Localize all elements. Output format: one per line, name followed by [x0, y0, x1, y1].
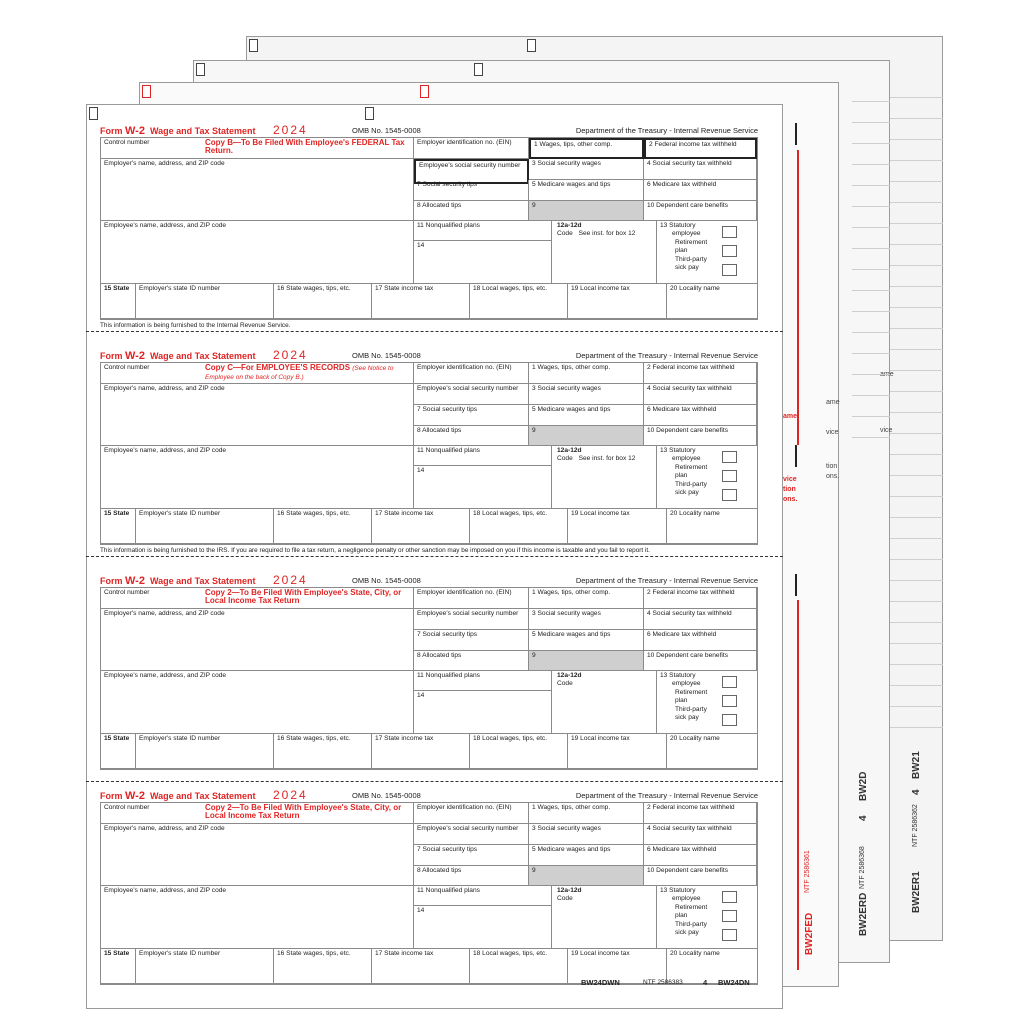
third-party-sick-pay-checkbox[interactable]	[722, 489, 737, 501]
ruled-line	[887, 685, 943, 686]
form-year: 2024	[273, 348, 308, 362]
box-13-checkboxes	[657, 446, 757, 509]
box-16-state-wages[interactable]: 16 State wages, tips, etc.	[274, 949, 372, 984]
copy-title: Copy B—To Be Filed With Employee's FEDERAL Tax Return.	[205, 138, 405, 156]
box-17-state-tax[interactable]: 17 State income tax	[372, 949, 470, 984]
control-number-box[interactable]: Control number	[101, 588, 414, 609]
box-2-federal-tax[interactable]: 2 Federal income tax withheld	[644, 588, 757, 609]
ruled-line	[852, 395, 890, 396]
box-12-codes[interactable]	[552, 446, 657, 509]
form-header	[100, 575, 758, 587]
sheet-edge-mark	[795, 574, 797, 596]
ruled-line	[887, 580, 943, 581]
box-9: 9	[529, 651, 644, 671]
box-18-local-wages[interactable]: 18 Local wages, tips, etc.	[470, 734, 568, 769]
box-16-state-wages[interactable]: 16 State wages, tips, etc.	[274, 284, 372, 319]
box-8-allocated-tips[interactable]: 8 Allocated tips	[414, 866, 529, 886]
box-11-nonqualified[interactable]: 11 Nonqualified plans	[414, 446, 552, 466]
peek-text: ame	[880, 371, 894, 378]
box-3-ss-wages[interactable]: 3 Social security wages	[529, 159, 644, 180]
punch-mark	[420, 85, 429, 98]
box-14[interactable]: 14	[414, 241, 552, 284]
control-number-box[interactable]: Control number	[101, 138, 414, 159]
form-header	[100, 790, 758, 802]
ruled-line	[852, 248, 890, 249]
box-6-medicare-tax[interactable]: 6 Medicare tax withheld	[644, 630, 757, 651]
peek-text: vice	[783, 476, 797, 483]
back-sheet-ntf: NTF 2586362	[912, 804, 919, 847]
box-15-state[interactable]: 15 State	[101, 949, 136, 984]
back-sheet-code: BW21	[911, 751, 922, 779]
ruled-line	[852, 437, 890, 438]
box-12-label: 12a-12d	[557, 447, 582, 454]
copy-title: Copy 2—To Be Filed With Employee's State, City, or Local Income Tax Return	[205, 588, 402, 606]
control-number-box[interactable]: Control number	[101, 363, 414, 384]
box-12-code-label: Code	[557, 229, 573, 237]
form-label: Form W-2 Wage and Tax Statement	[100, 790, 256, 802]
box-13-checkboxes	[657, 221, 757, 284]
punch-mark	[196, 63, 205, 76]
box-12-codes[interactable]	[552, 221, 657, 284]
peek-text: ame	[826, 399, 840, 406]
back-sheet-code-2: BW2ER1	[911, 871, 922, 913]
box-13-statutory-label: 13 Statutory employee	[660, 447, 701, 462]
box-19-local-tax[interactable]: 19 Local income tax	[568, 509, 667, 544]
ruled-line	[852, 269, 890, 270]
ruled-line	[887, 349, 943, 350]
w2-copy	[100, 350, 758, 555]
statutory-employee-checkbox[interactable]	[722, 891, 737, 903]
box-14[interactable]: 14	[414, 906, 552, 949]
box-15-state-id[interactable]: Employer's state ID number	[136, 949, 274, 984]
box-7-ss-tips[interactable]: 7 Social security tips	[414, 845, 529, 866]
form-year: 2024	[273, 123, 308, 137]
form-grid	[100, 137, 758, 320]
form-grid	[100, 802, 758, 985]
form-header	[100, 125, 758, 137]
box-12-code-label: Code	[557, 679, 573, 687]
employee-ssn-box[interactable]: Employee's social security number	[414, 159, 529, 184]
footer-ntf: NTF 2586383	[643, 979, 683, 986]
box-12-codes[interactable]	[552, 671, 657, 734]
box-13-statutory-label: 13 Statutory employee	[660, 887, 701, 902]
statutory-employee-checkbox[interactable]	[722, 676, 737, 688]
box-14[interactable]: 14	[414, 466, 552, 509]
sheet-edge-mark	[795, 123, 797, 145]
box-17-state-tax[interactable]: 17 State income tax	[372, 284, 470, 319]
ruled-line	[887, 223, 943, 224]
box-18-local-wages[interactable]: 18 Local wages, tips, etc.	[470, 509, 568, 544]
box-15-state[interactable]: 15 State	[101, 509, 136, 544]
ruled-line	[887, 412, 943, 413]
ruled-line	[887, 265, 943, 266]
box-13-sickpay-label: Third-party sick pay	[675, 921, 707, 936]
box-16-state-wages[interactable]: 16 State wages, tips, etc.	[274, 509, 372, 544]
punch-mark	[142, 85, 151, 98]
retirement-plan-checkbox[interactable]	[722, 470, 737, 482]
form-grid	[100, 587, 758, 770]
box-4-ss-tax[interactable]: 4 Social security tax withheld	[644, 824, 757, 845]
box-10-dependent-care[interactable]: 10 Dependent care benefits	[644, 201, 757, 221]
ruled-line	[887, 202, 943, 203]
ruled-line	[887, 454, 943, 455]
box-6-medicare-tax[interactable]: 6 Medicare tax withheld	[644, 180, 757, 201]
box-12-label: 12a-12d	[557, 222, 582, 229]
ruled-line	[887, 181, 943, 182]
ruled-line	[852, 101, 890, 102]
back-sheet-code: BW2D	[858, 771, 869, 801]
box-12-see: See inst. for box 12	[578, 229, 636, 237]
form-label: Form W-2 Wage and Tax Statement	[100, 350, 256, 362]
ruled-line	[887, 244, 943, 245]
employee-ssn-box[interactable]: Employee's social security number	[414, 609, 529, 630]
box-6-medicare-tax[interactable]: 6 Medicare tax withheld	[644, 845, 757, 866]
box-19-local-tax[interactable]: 19 Local income tax	[568, 949, 667, 984]
ruled-line	[852, 374, 890, 375]
box-15-state-id[interactable]: Employer's state ID number	[136, 509, 274, 544]
box-20-locality[interactable]: 20 Locality name	[667, 509, 757, 544]
employee-address-box[interactable]: Employee's name, address, and ZIP code	[101, 886, 414, 949]
box-8-allocated-tips[interactable]: 8 Allocated tips	[414, 426, 529, 446]
ruled-line	[887, 118, 943, 119]
box-20-locality[interactable]: 20 Locality name	[667, 949, 757, 984]
box-18-local-wages[interactable]: 18 Local wages, tips, etc.	[470, 284, 568, 319]
box-9: 9	[529, 201, 644, 221]
box-3-ss-wages[interactable]: 3 Social security wages	[529, 824, 644, 845]
department: Department of the Treasury - Internal Revenue Service	[575, 126, 758, 135]
third-party-sick-pay-checkbox[interactable]	[722, 929, 737, 941]
box-1-wages[interactable]: 1 Wages, tips, other comp.	[529, 138, 644, 159]
back-sheet-count: 4	[858, 815, 869, 821]
ruled-line	[887, 370, 943, 371]
box-20-locality[interactable]: 20 Locality name	[667, 734, 757, 769]
ruled-line	[887, 328, 943, 329]
box-3-ss-wages[interactable]: 3 Social security wages	[529, 609, 644, 630]
ruled-line	[852, 164, 890, 165]
box-17-state-tax[interactable]: 17 State income tax	[372, 734, 470, 769]
ruled-line	[887, 517, 943, 518]
box-11-nonqualified[interactable]: 11 Nonqualified plans	[414, 886, 552, 906]
form-grid	[100, 362, 758, 545]
box-10-dependent-care[interactable]: 10 Dependent care benefits	[644, 651, 757, 671]
ruled-line	[887, 475, 943, 476]
box-6-medicare-tax[interactable]: 6 Medicare tax withheld	[644, 405, 757, 426]
box-13-retirement-label: Retirement plan	[675, 904, 708, 919]
punch-mark	[249, 39, 258, 52]
back-sheet-count: 4	[911, 789, 922, 795]
peek-text: ons.	[783, 496, 798, 503]
statutory-employee-checkbox[interactable]	[722, 451, 737, 463]
perforation-line	[86, 556, 783, 557]
form-label: Form W-2 Wage and Tax Statement	[100, 125, 256, 137]
third-party-sick-pay-checkbox[interactable]	[722, 714, 737, 726]
statutory-employee-checkbox[interactable]	[722, 226, 737, 238]
ein-box[interactable]: Employer identification no. (EIN)	[414, 803, 529, 824]
ruled-line	[887, 706, 943, 707]
peek-text: tion	[826, 463, 838, 470]
form-year: 2024	[273, 788, 308, 802]
ruled-line	[852, 227, 890, 228]
box-9: 9	[529, 866, 644, 886]
box-18-local-wages[interactable]: 18 Local wages, tips, etc.	[470, 949, 568, 984]
peek-text: ons.	[826, 473, 840, 480]
employer-address-box[interactable]: Employer's name, address, and ZIP code	[101, 384, 414, 446]
ruled-line	[852, 416, 890, 417]
punch-mark	[474, 63, 483, 76]
employer-address-box[interactable]: Employer's name, address, and ZIP code	[101, 824, 414, 886]
ruled-line	[852, 122, 890, 123]
box-10-dependent-care[interactable]: 10 Dependent care benefits	[644, 426, 757, 446]
box-2-federal-tax[interactable]: 2 Federal income tax withheld	[644, 803, 757, 824]
ruled-line	[887, 139, 943, 140]
ruled-line	[852, 143, 890, 144]
punch-mark	[527, 39, 536, 52]
punch-mark	[89, 107, 98, 120]
department: Department of the Treasury - Internal Revenue Service	[575, 351, 758, 360]
ruled-line	[852, 290, 890, 291]
ruled-line	[887, 601, 943, 602]
ruled-line	[887, 664, 943, 665]
box-13-statutory-label: 13 Statutory employee	[660, 672, 701, 687]
red-edge-line	[797, 600, 799, 970]
w2-copy	[100, 125, 758, 330]
box-19-local-tax[interactable]: 19 Local income tax	[568, 734, 667, 769]
back-sheet-code-2: BW2ERD	[858, 892, 869, 936]
employer-address-box[interactable]: Employer's name, address, and ZIP code	[101, 609, 414, 671]
box-19-local-tax[interactable]: 19 Local income tax	[568, 284, 667, 319]
box-13-retirement-label: Retirement plan	[675, 464, 708, 479]
box-7-ss-tips[interactable]: 7 Social security tips	[414, 180, 529, 201]
employer-address-box[interactable]: Employer's name, address, and ZIP code	[101, 159, 414, 221]
box-2-federal-tax[interactable]: 2 Federal income tax withheld	[644, 138, 757, 159]
box-12-see: See inst. for box 12	[578, 454, 636, 462]
employee-address-box[interactable]: Employee's name, address, and ZIP code	[101, 446, 414, 509]
w2-copy	[100, 575, 758, 780]
box-17-state-tax[interactable]: 17 State income tax	[372, 509, 470, 544]
box-13-checkboxes	[657, 671, 757, 734]
box-12-code-label: Code	[557, 894, 573, 902]
ruled-line	[887, 622, 943, 623]
third-party-sick-pay-checkbox[interactable]	[722, 264, 737, 276]
box-2-federal-tax[interactable]: 2 Federal income tax withheld	[644, 363, 757, 384]
box-13-statutory-label: 13 Statutory employee	[660, 222, 701, 237]
ein-box[interactable]: Employer identification no. (EIN)	[414, 138, 529, 159]
ruled-line	[887, 391, 943, 392]
box-9: 9	[529, 426, 644, 446]
box-14[interactable]: 14	[414, 691, 552, 734]
box-4-ss-tax[interactable]: 4 Social security tax withheld	[644, 384, 757, 405]
box-12-code-label: Code	[557, 454, 573, 462]
box-13-checkboxes	[657, 886, 757, 949]
ruled-line	[887, 538, 943, 539]
ruled-line	[887, 727, 943, 728]
box-13-sickpay-label: Third-party sick pay	[675, 706, 707, 721]
peek-text: vice	[826, 429, 839, 436]
footer-count: 4	[703, 978, 708, 987]
ruled-line	[887, 286, 943, 287]
box-4-ss-tax[interactable]: 4 Social security tax withheld	[644, 159, 757, 180]
ruled-line	[852, 206, 890, 207]
omb-number: OMB No. 1545-0008	[352, 126, 421, 135]
back-sheet-ntf: NTF 2586368	[859, 846, 866, 889]
form-year: 2024	[273, 573, 308, 587]
retirement-plan-checkbox[interactable]	[722, 695, 737, 707]
ein-box[interactable]: Employer identification no. (EIN)	[414, 588, 529, 609]
department: Department of the Treasury - Internal Revenue Service	[575, 576, 758, 585]
retirement-plan-checkbox[interactable]	[722, 245, 737, 257]
ruled-line	[887, 433, 943, 434]
retirement-plan-checkbox[interactable]	[722, 910, 737, 922]
box-15-state-id[interactable]: Employer's state ID number	[136, 734, 274, 769]
ruled-line	[887, 559, 943, 560]
perforation-line	[86, 331, 783, 332]
ruled-line	[887, 643, 943, 644]
box-15-state[interactable]: 15 State	[101, 734, 136, 769]
box-4-ss-tax[interactable]: 4 Social security tax withheld	[644, 609, 757, 630]
box-12-label: 12a-12d	[557, 887, 582, 894]
employee-address-box[interactable]: Employee's name, address, and ZIP code	[101, 671, 414, 734]
sheet-edge-mark	[795, 445, 797, 467]
ruled-line	[887, 307, 943, 308]
box-15-state-id[interactable]: Employer's state ID number	[136, 284, 274, 319]
box-8-allocated-tips[interactable]: 8 Allocated tips	[414, 201, 529, 221]
form-header	[100, 350, 758, 362]
box-3-ss-wages[interactable]: 3 Social security wages	[529, 384, 644, 405]
furnished-notice: This information is being furnished to the IRS. If you are required to file a tax return, a negligence penalty or other sanction may be imposed on you if this income is taxable and you fail to report it.	[100, 547, 650, 554]
perforation-line	[86, 781, 783, 782]
ruled-line	[852, 332, 890, 333]
box-12-codes[interactable]	[552, 886, 657, 949]
footer-code-left: BW24DWN	[581, 978, 620, 987]
box-20-locality[interactable]: 20 Locality name	[667, 284, 757, 319]
box-5-medicare-wages[interactable]: 5 Medicare wages and tips	[529, 845, 644, 866]
back-sheet-ntf: NTF 2586361	[804, 850, 811, 893]
peek-text: tion	[783, 486, 796, 493]
omb-number: OMB No. 1545-0008	[352, 576, 421, 585]
furnished-notice: This information is being furnished to the Internal Revenue Service.	[100, 322, 291, 329]
box-12-label: 12a-12d	[557, 672, 582, 679]
punch-mark	[365, 107, 374, 120]
back-sheet-code: BW2FED	[804, 912, 815, 955]
omb-number: OMB No. 1545-0008	[352, 351, 421, 360]
box-10-dependent-care[interactable]: 10 Dependent care benefits	[644, 866, 757, 886]
box-13-retirement-label: Retirement plan	[675, 239, 708, 254]
box-1-wages[interactable]: 1 Wages, tips, other comp.	[529, 588, 644, 609]
ruled-line	[852, 353, 890, 354]
box-13-sickpay-label: Third-party sick pay	[675, 481, 707, 496]
box-7-ss-tips[interactable]: 7 Social security tips	[414, 630, 529, 651]
form-label: Form W-2 Wage and Tax Statement	[100, 575, 256, 587]
copy-title: Copy C—For EMPLOYEE'S RECORDS (See Notice to Employee on the back of Copy B.)	[205, 363, 394, 381]
employee-address-box[interactable]: Employee's name, address, and ZIP code	[101, 221, 414, 284]
box-5-medicare-wages[interactable]: 5 Medicare wages and tips	[529, 405, 644, 426]
box-11-nonqualified[interactable]: 11 Nonqualified plans	[414, 221, 552, 241]
box-5-medicare-wages[interactable]: 5 Medicare wages and tips	[529, 630, 644, 651]
copy-title: Copy 2—To Be Filed With Employee's State, City, or Local Income Tax Return	[205, 803, 402, 821]
box-16-state-wages[interactable]: 16 State wages, tips, etc.	[274, 734, 372, 769]
box-7-ss-tips[interactable]: 7 Social security tips	[414, 405, 529, 426]
box-1-wages[interactable]: 1 Wages, tips, other comp.	[529, 803, 644, 824]
employee-ssn-box[interactable]: Employee's social security number	[414, 384, 529, 405]
ruled-line	[887, 160, 943, 161]
peek-text: vice	[880, 427, 893, 434]
box-1-wages[interactable]: 1 Wages, tips, other comp.	[529, 363, 644, 384]
box-5-medicare-wages[interactable]: 5 Medicare wages and tips	[529, 180, 644, 201]
ruled-line	[852, 185, 890, 186]
box-15-state[interactable]: 15 State	[101, 284, 136, 319]
box-11-nonqualified[interactable]: 11 Nonqualified plans	[414, 671, 552, 691]
peek-text: ame	[783, 413, 798, 420]
box-8-allocated-tips[interactable]: 8 Allocated tips	[414, 651, 529, 671]
w2-copy	[100, 790, 758, 995]
ruled-line	[887, 496, 943, 497]
employee-ssn-box[interactable]: Employee's social security number	[414, 824, 529, 845]
ein-box[interactable]: Employer identification no. (EIN)	[414, 363, 529, 384]
omb-number: OMB No. 1545-0008	[352, 791, 421, 800]
control-number-box[interactable]: Control number	[101, 803, 414, 824]
box-13-sickpay-label: Third-party sick pay	[675, 256, 707, 271]
red-edge-line	[797, 150, 799, 445]
ruled-line	[852, 311, 890, 312]
ruled-line	[887, 97, 943, 98]
box-13-retirement-label: Retirement plan	[675, 689, 708, 704]
footer-code-right: BW24DN	[718, 978, 750, 987]
department: Department of the Treasury - Internal Revenue Service	[575, 791, 758, 800]
